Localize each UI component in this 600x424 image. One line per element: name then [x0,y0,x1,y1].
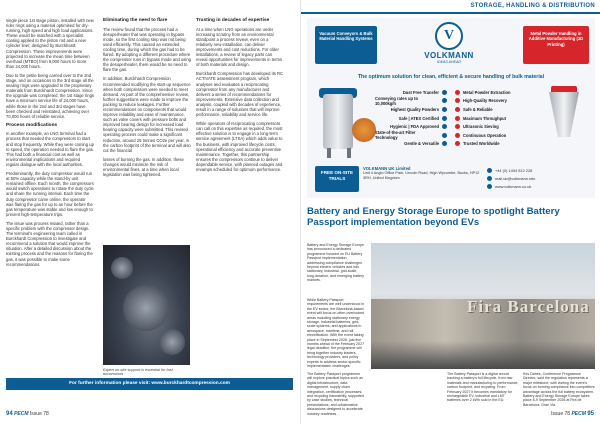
bullet-icon [455,90,460,95]
page-footer [551,409,594,419]
fira-barcelona-photo [371,243,595,369]
article-column [523,372,595,407]
features-right [455,88,537,148]
paragraph: In addition, Burckhardt Compression recommended modifying the start-up sequence when both compressors were needed to meet demand. As part of the comprehensive review, further suggestions were made to improve the packing to reduce leakages. Further recommendations on components that would improve reliability and ease of maintenance, such as valve covers with pressure bolts and improved bearing design for increased load bearing capacity were submitted. This revised operating process could make a significant reduction, around 25 tonnes CO2e per year, in the carbon footprint of the terminal and will also cut the financial [103,76,191,153]
email-line[interactable]: mail.uk@volkmann.info [487,174,591,182]
bullet-icon [442,98,447,103]
bullet-icon [455,141,460,146]
free-trials-badge[interactable]: FREE ON-SITE TRIALS [315,166,359,192]
feature-item: State-of-the-art Filter Technology [375,131,447,140]
feature-item: Metal Powder Extraction [455,88,537,97]
paragraph: The Battery Passport programme will explore practical topics such as digital infrastructure, data management, supply chain integration, certification processes, and recycling traceability, supported by case studies, technical presentations, and collaborative discussions designed to accelerate industry readiness. [307,372,365,416]
paragraph: In another example, an LNG terminal had a process that needed the compressors to start and stop frequently. While they were coming up to speed, the operation needed to flare the gas. This had both a financial cost as well as environmental implications and required regular dialogue with the local authorities. [6,131,95,167]
bullet-icon [455,116,460,121]
article-column-1 [6,18,94,271]
paragraph: Due to the petite being carried over to the 2nd stage, and on occasions to the 3rd stage all the sealing rings were upgraded to the proprietary materials from Burckhardt Compression. Since the upgrade was completed, the 1st stage rings have a minimum service life of 24,000 hours, while those in the 2nd and 3rd stages have been checked and reinstated, achieving over 70,000 hours of reliable service. [6,72,94,119]
bullet-icon [442,116,447,121]
technician-photo [103,245,190,365]
feature-item: Maximum Throughput [455,114,537,123]
article-column [447,372,519,403]
vacuum-conveyors-box: Vacuum Conveyors & Bulk Material Handling Systems [315,26,377,64]
paragraph: The review found that the process had a desuperheater that was operating in bypass mode, so the first cooling step was not being used efficiently. This caused an extended cooling time, during which the gas had to be flared. By adopting a different procedure where the compressor runs in bypass mode and using the desuperheater, there would be no need to flare the gas. [103,26,191,73]
feature-item: Gentle & Versatile [375,140,447,149]
globe-icon [487,184,492,189]
feature-item: Trusted Worldwide [455,140,537,149]
phone-line[interactable]: +44 (0) 1494 512 228 [487,166,591,174]
logo-tagline: IDEAS AHEAD [436,60,462,64]
bullet-icon [442,133,447,138]
feature-item: Safe | ATEX Certified [375,114,447,123]
paragraph: Burckhardt Compression has developed its RC ACTIVATE assessment program, which analyses and evaluates a reciprocating compressor from any manufacturer and delivers a series of recommendations for improvements. Extensive data collection and analysis, coupled with decades of experience, result in a range of solutions that will improve performance, reliability and service life. [196,71,284,118]
feature-item: Dust Free Transfer [375,88,447,97]
photo-caption: Expert on-site support is essential for fast turnarounds [103,368,173,376]
machinery-part [159,329,185,355]
bullet-icon [442,107,447,112]
paragraph: Predominantly, the duty compressor would run at 50% capacity while the stand-by unit remained offline. Each month, the compressors would switch operations to rotate the duty cycle and share the running interval. Each time the duty compressor came online, the operator was flaring the gas for up to an hour before the gas temperature was stable and low enough to prevent high-temperature trips. [6,171,94,217]
bullet-icon [455,98,460,103]
section-heading: Eliminating the need to flare [103,18,168,23]
issue-label: Issue 78 [29,411,49,417]
paragraph: single piece 1st stage piston, installed with new rider rings using a material optimised for dry-running, high speed and high load applications. These would be matched with a specialist coating applied to the piston rod and a new cylinder liner, designed by Burckhardt Compression. These improvements were projected to increase the mean time between overhaul (MTBO) from 8,000 hours to more than 24,000 hours. [6,18,94,69]
bullet-icon [442,90,447,95]
feature-item: Hygienic | FDA Approved [375,122,447,131]
bullet-icon [455,133,460,138]
feature-item: Continuous Operation [455,131,537,140]
paragraph: The Battery Passport is a digital record tracking a battery's full lifecycle, from raw materials and manufacturing to performance, carbon footprint, and recycling. From February 2027 it becomes mandatory for rechargeable EV, industrial and LMT batteries over 2 kWh sold in the EU. [447,372,519,403]
powder-pellets-image [352,118,376,142]
paragraph: While Battery Passport requirements are well understood in the EV sector, the Barcelona-based event will focus on often-overlooked areas including stationary energy storage, industrial batteries, grid-scale systems, and applications in aerospace, maritime, and rail electrification. With the event taking place in September 2026, just five months ahead of the February 2027 legal deadline, the programme will bring together industry leaders, technology providers, and policy experts to address sector-specific implementation challenges. [307,298,365,369]
features-left [375,88,447,148]
article-column [307,298,365,420]
bullet-icon [442,141,447,146]
section-header [301,0,600,14]
paragraph: Kes Danes, Conference Programme Director, said the regulation represents a major milestone, with visiting the event's focus on forming compliance into competitive advantage across the full battery ecosystem. [523,372,595,394]
advert-tagline: The optimum solution for clean, efficient & secure handling of bulk material [357,74,545,80]
article-column [307,243,365,286]
paragraph: Battery and Energy Storage Europe takes place 8-9 September 2026 at Fira de Barcelona, Gran Via. [523,394,590,407]
machinery-part [123,285,169,331]
venue-sign: Fira Barcelona [467,297,590,316]
page-number: 94 [6,411,13,417]
metal-powder-box: Metal Powder Handling in Additive Manufacturing (3D Printing) [523,26,589,64]
right-page [300,0,600,424]
feature-item: High-Quality Recovery [455,97,537,106]
section-heading: Process modifications [6,122,58,128]
paragraph: While operators of reciprocating compressors can call on this expertise as required, the most effective solution is to engage in a long-term service agreement (LTSA) which adds value to the business, with improved lifecycle costs, operational efficiency and accurate preventive maintenance. Together, this partnership ensures the compressors continue to deliver dependable service, with planned outages and revamps scheduled for optimum performance. [196,121,283,173]
company-contacts [487,166,591,192]
paragraph: losses of burning the gas. In addition, these changes would minimize the risk of environmental fines, at a time when local legislation was being tightened. [103,156,184,178]
email-icon [487,176,492,181]
volkmann-logo-icon: V [435,22,463,50]
feature-item: Safe & Reliable [455,105,537,114]
bullet-icon [442,124,447,129]
contact-bar[interactable]: For further information please visit: www.burckhardtcompression.com [6,378,293,390]
machinery-part [111,257,133,279]
feature-item: Highest Quality Powders [375,105,447,114]
crowd [371,341,595,369]
feature-item: Ultrasonic Sieving [455,122,537,131]
bullet-icon [455,124,460,129]
company-address [363,166,483,192]
address-text: Unit 4 Anglo Office Park, Lincoln Road, High Wycombe, Bucks, HP12 3RH, United Kingdom [363,171,480,180]
page-footer [6,409,49,419]
paragraph: The issue was process related, rather than a specific problem with the compressor design. The terminal's engineering team called in Burckhardt Compression to investigate and recommend a solution that would improve the situation. After a detailed discussion about the existing process and the reasons for flaring the gas, it was possible to make some recommendations. [6,220,93,267]
metal-powder-separator-illustration [539,86,589,161]
bullet-icon [455,107,460,112]
paragraph: At a time when LNG operations are under increasing scrutiny from an environmental standpoint a process review, even on a relatively new installation, can deliver improvements and cost reductions. For older installations, a review of legacy parts can reveal opportunities for improvements in terms of both materials and design. [196,26,283,68]
website-line[interactable]: www.volkmann.co.uk [487,182,591,190]
company-name: VOLKMANN UK Limited [363,166,411,171]
magazine-brand: PECM [14,411,29,417]
phone-icon [487,168,492,173]
logo-name: VOLKMANN [424,51,474,60]
paragraph: Battery and Energy Storage Europe has announced a dedicated programme focused on EU Battery Passport implementation, addressing compliance challenges beyond electric vehicles and into stationary, industrial, grid-scale, long-duration, and emerging battery markets. [307,243,364,283]
article-headline: Battery and Energy Storage Europe to spotlight Battery Passport implementation beyond EVs [307,206,560,228]
magazine-brand: PECM [571,411,586,417]
feature-item: Conveying rates up to 10,000kg/h [375,97,447,106]
volkmann-advert[interactable] [307,18,595,198]
page-number: 95 [587,411,594,417]
section-title: STORAGE, HANDLING & DISTRIBUTION [470,3,595,9]
section-heading: Trusting in decades of expertise [196,18,270,23]
issue-label: Issue 78 [551,411,571,417]
article-column-3 [196,18,284,176]
article-column-2 [103,18,191,181]
volkmann-logo [419,22,479,72]
